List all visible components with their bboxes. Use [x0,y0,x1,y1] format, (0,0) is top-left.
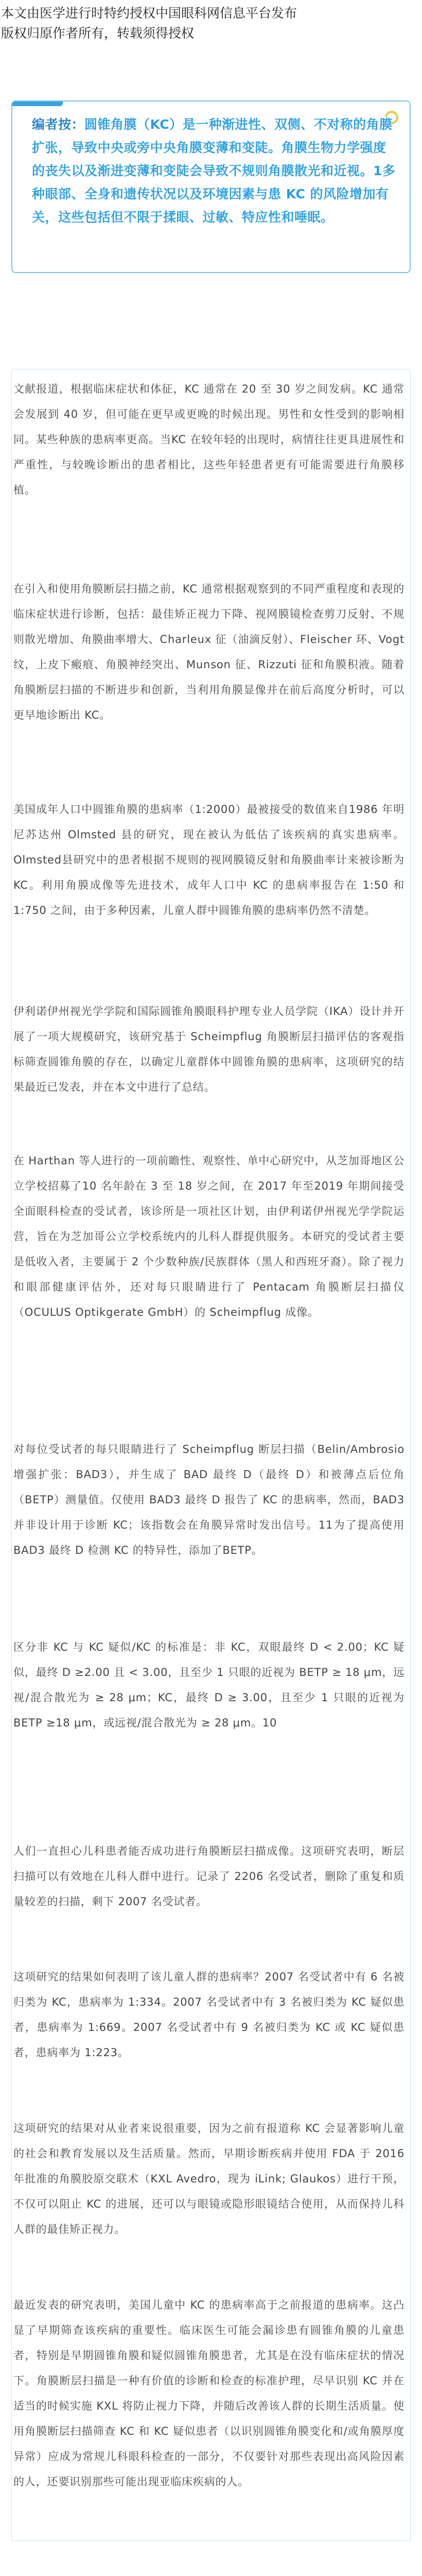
editor-note-body: 圆锥角膜（KC）是一种渐进性、双侧、不对称的角膜扩张，导致中央或旁中央角膜变薄和变陡。角膜生物力学强度的丧失以及渐进变薄和变陡会导致不规则角膜散光和近视。1多种眼部、全身和遗传状况以及环境因素与患 KC 的风险增加有关，这些包括但不限于揉眼、过敏、特应性和唾眠。 [32,117,396,225]
article-paragraph: 对每位受试者的每只眼睛进行了 Scheimpflug 断层扫描（Belin/Ambrosio 增强扩张：BAD3），并生成了 BAD 最终 D（最终 D）和被薄点后位角（BETP）测量值。仅使用 BAD3 最终 D 报告了 KC 的患病率，然而，BAD3 并非设计用于诊断 KC；该指数会在角膜异常时发出信号。11为了提高使用 BAD3 最终 D 检测 KC 的特异性，添加了BETP。 [13,1443,405,1556]
article-body [11,369,411,2541]
article-paragraph: 这项研究的结果对从业者来说很重要，因为之前有报道称 KC 会显著影响儿童的社会和教育发展以及生活质量。然而，早期诊断疾病并使用 FDA 于 2016 年批准的角膜胶原交联术（KXL Avedro，现为 iLink; Glaukos）进行干预，不仅可以阻止 KC 的进展，还可以与眼镜或隐形眼镜结合使用，从而保持儿科人群的最佳矫正视力。 [13,2122,405,2235]
article-paragraph: 最近发表的研究表明，美国儿童中 KC 的患病率高于之前报道的患病率。这凸显了早期筛查该疾病的重要性。临床医生可能会漏诊患有圆锥角膜的儿童患者，特别是早期圆锥角膜和疑似圆锥角膜患者，尤其是在没有临床症状的情况下。角膜断层扫描是一种有价值的诊断和检查的标准护理，尽早识别 KC 并在适当的时候实施 KXL 将防止视力下降，并随后改善该人群的长期生活质量。使用角膜断层扫描筛查 KC 和 KC 疑似患者（以识别圆锥角膜变化和/或角膜厚度异常）应成为常规儿科眼科检查的一部分，不仅要针对那些表现出高风险因素的人，还要识别那些可能出现亚临床疾病的人。 [13,2299,405,2488]
editor-note-text [32,113,398,229]
editor-note-lead: 编者按： [32,117,85,132]
article-paragraph: 伊利诺伊州视光学学院和国际圆锥角膜眼科护理专业人员学院（IKA）设计并开展了一项大规模研究，该研究基于 Scheimpflug 角膜断层扫描评估的客观指标筛查圆锥角膜的存在，以确定儿童群体中圆锥角膜的患病率，这项研究的结果最近已发表，并在本文中进行了总结。 [13,1005,405,1093]
article-paragraph: 在引入和使用角膜断层扫描之前，KC 通常根据观察到的不同严重程度和表现的临床症状进行诊断，包括：最佳矫正视力下降、视网膜镜检查剪刀反射、不规则散光增加、角膜曲率增大、Charleux 征（油滴反射）、Fleischer 环、Vogt 纹，上皮下瘢痕、角膜神经突出、Munson 征、Rizzuti 征和角膜积液。随着角膜断层扫描的不断进步和创新，当利用角膜显像并在前后高度分析时，可以更早地诊断出 KC。 [13,583,405,721]
article-paragraph: 区分非 KC 与 KC 疑似/KC 的标准是：非 KC，双眼最终 D < 2.00；KC 疑似，最终 D ≥2.00 且 < 3.00，且至少 1 只眼的近视为 BETP ≥ 18 μm，远视/混合散光为 ≥ 28 μm；KC，最终 D ≥ 3.00，且至少 1 只眼的近视为 BETP ≥18 μm，或远视/混合散光为 ≥ 28 μm。10 [13,1641,405,1729]
article-paragraph: 美国成年人口中圆锥角膜的患病率（1:2000）最被接受的数值来自1986 年明尼苏达州 Olmsted 县的研究，现在被认为低估了该疾病的真实患病率。Olmsted县研究中的患者根据不规则的视网膜镜反射和角膜曲率计来被诊断为 KC。利用角膜成像等先进技术，成年人口中 KC 的患病率报告在 1:50 和 1:750 之间，由于多种因素，儿童人群中圆锥角膜的患病率仍然不清楚。 [13,803,405,917]
notice-line-1: 本文由医学进行时特约授权中国眼科网信息平台发布 [1,6,297,21]
article-paragraph: 文献报道，根据临床症状和体征，KC 通常在 20 至 30 岁之间发病。KC 通常会发展到 40 岁，但可能在更早或更晚的时候出现。男性和女性受到的影响相同。某些种族的患病率更高。当KC 在较年轻的出现时，病情往往更具进展性和严重性，与较晚诊断出的患者相比，这些年轻患者更有可能需要进行角膜移植。 [13,383,405,496]
article-paragraph: 这项研究的结果如何表明了该儿童人群的患病率？2007 名受试者中有 6 名被归类为 KC，患病率为 1:334。2007 名受试者中有 3 名被归类为 KC 疑似患者，患病率为 1:669。2007 名受试者中有 9 名被归类为 KC 或 KC 疑似患者，患病率为 1:223。 [13,1971,405,2059]
editor-note-box [11,100,411,273]
copyright-notice [0,0,422,43]
article-paragraph: 在 Harthan 等人进行的一项前瞻性、观察性、单中心研究中，从芝加哥地区公立学校招募了10 名年龄在 3 至 18 岁之间，在 2017 年至2019 年期间接受全面眼科检查的受试者，该诊所是一项社区计划，由伊利诺伊州视光学学院运营，旨在为芝加哥公立学校系统内的儿科人群提供服务。本研究的受试者主要是低收入者，主要属于 2 个少数种族/民族群体（黑人和西班牙裔）。除了视力和眼部健康评估外，还对每只眼睛进行了 Pentacam 角膜断层扫描仪（OCULUS Optikgerate GmbH）的 Scheimpflug 成像。 [13,1155,405,1318]
box-corner-accent [12,101,63,106]
notice-line-2: 版权归原作者所有，转载须得授权 [1,26,195,41]
article-paragraph: 人们一直担心儿科患者能否成功进行角膜断层扫描成像。这项研究表明，断层扫描可以有效地在儿科人群中进行。记录了 2206 名受试者，删除了重复和质量较差的扫描，剩下 2007 名受试者。 [13,1845,405,1908]
